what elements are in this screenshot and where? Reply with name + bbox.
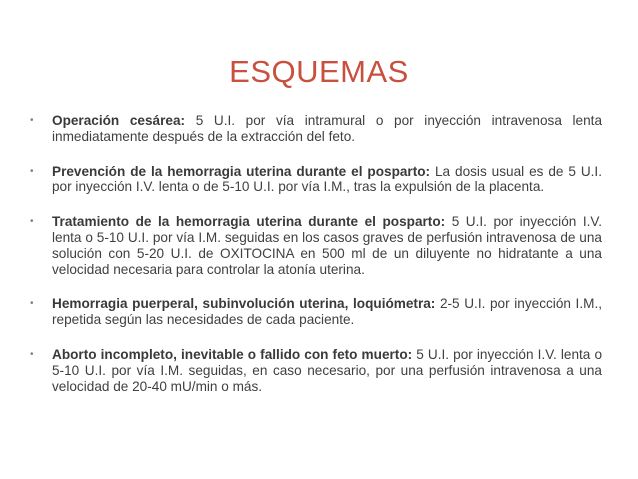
bullet-body: 5 U.I. por vía intramural o por inyección intravenosa lenta inmediatamente después de la extracción del feto. [52, 113, 603, 144]
bullet-body: 5 U.I. por inyección I.V. lenta o 5-10 U.I. por vía I.M. seguidas en los casos graves de perfusión intravenosa de una solución con 5-20 U.I. de OXITOCINA en 500 ml de un diluyente no hidratante a una velocidad necesaria para controlar la atonía uterina. [52, 214, 602, 277]
bullet-dot-icon: • [30, 216, 34, 228]
bullet-body: 2-5 U.I. por inyección I.M., repetida según las necesidades de cada paciente. [52, 296, 602, 328]
slide-title: ESQUEMAS [229, 54, 409, 89]
bullet-dot-icon: • [30, 165, 34, 177]
bullet-body: La dosis usual es de 5 U.I. por inyección I.V. lenta o de 5-10 U.I. por vía I.M., tras la expulsión de la placenta. [52, 163, 602, 195]
bullet-heading: Hemorragia puerperal, subinvolución uterina, loquiómetra: [52, 296, 436, 312]
bullet-list [30, 113, 602, 413]
bullet-dot-icon: • [30, 348, 34, 360]
bullet-item-prevencion [30, 164, 602, 196]
bullet-dot-icon: • [30, 298, 34, 310]
bullet-item-tratamiento [30, 214, 602, 277]
bullet-item-aborto [30, 347, 602, 394]
bullet-item-hemorragia-puerperal [30, 296, 602, 328]
bullet-item-cesarea [30, 113, 602, 145]
bullet-heading: Prevención de la hemorragia uterina durante el posparto: [52, 163, 431, 179]
bullet-dot-icon: • [30, 115, 34, 126]
bullet-heading: Tratamiento de la hemorragia uterina durante el posparto: [52, 214, 446, 230]
bullet-heading: Operación cesárea: [52, 113, 186, 128]
bullet-heading: Aborto incompleto, inevitable o fallido con feto muerto: [52, 346, 413, 362]
bullet-body: 5 U.I. por inyección I.V. lenta o 5-10 U.I. por vía I.M. seguidas, en caso necesario, por una perfusión intravenosa a una velocidad de 20-40 mU/min o más. [52, 346, 603, 394]
